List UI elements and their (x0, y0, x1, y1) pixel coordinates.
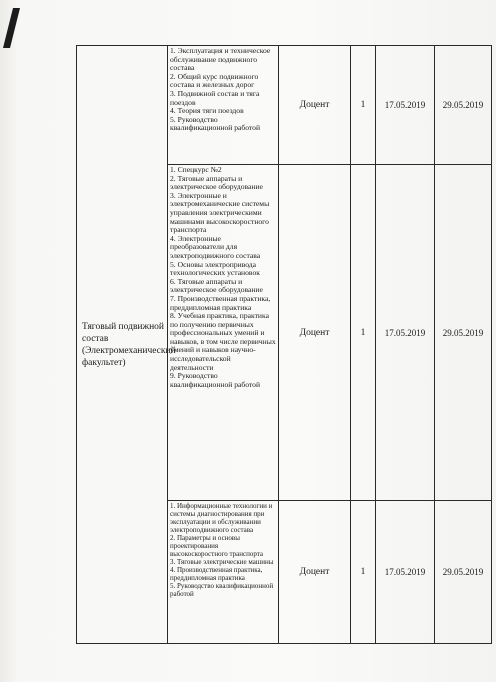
disciplines-cell (168, 501, 279, 644)
discipline-item: 7. Производственная практика, преддипломная практика (170, 293, 271, 312)
discipline-item: 4. Электронные преобразователи для электроподвижного состава (170, 233, 261, 260)
position-cell: Доцент (279, 501, 351, 644)
start-date-cell: 17.05.2019 (376, 46, 435, 165)
rate-cell: 1 (351, 501, 376, 644)
end-date-cell: 29.05.2019 (435, 46, 492, 165)
discipline-item: 5. Руководство квалификационной работой (170, 114, 261, 133)
discipline-item: 1. Спецкурс №2 (170, 165, 222, 174)
end-date-cell: 29.05.2019 (435, 165, 492, 501)
start-date-cell: 17.05.2019 (376, 165, 435, 501)
discipline-item: 4. Теория тяги поездов (170, 106, 244, 116)
disciplines-cell (168, 165, 279, 501)
specialty-text: Тяговый подвижной состав (Электромеханический факультет) (82, 321, 176, 368)
discipline-item: 1. Эксплуатация и техническое обслуживание подвижного состава (170, 46, 271, 73)
positions-table (76, 45, 492, 644)
discipline-item: 1. Информационные технологии и системы диагностирования при эксплуатации и обслуживании электроподвижного состава (170, 502, 273, 534)
discipline-item: 5. Основы электропривода технологических установок (170, 259, 260, 278)
table-row (77, 46, 492, 165)
discipline-item: 8. Учебная практика, практика по получению первичных профессиональных умений и навыков, в том числе первичных умений и навыков научно-исследовательской деятельности (170, 311, 276, 372)
discipline-item: 2. Тяговые аппараты и электрическое оборудование (170, 173, 263, 192)
discipline-item: 6. Тяговые аппараты и электрическое оборудование (170, 276, 263, 295)
specialty-cell (77, 46, 176, 644)
discipline-item: 5. Руководство квалификационной работой (170, 582, 274, 598)
rate-cell: 1 (351, 165, 376, 501)
discipline-item: 2. Параметры и основы проектирования высокоскоростного транспорта (170, 534, 264, 558)
discipline-item: 3. Тяговые электрические машины (170, 558, 274, 566)
start-date-cell: 17.05.2019 (376, 501, 435, 644)
disciplines-cell (168, 46, 279, 165)
discipline-item: 9. Руководство квалификационной работой (170, 371, 261, 389)
position-cell: Доцент (279, 46, 351, 165)
discipline-item: 3. Электронные и электромеханические системы управления электрическими машинами высокоскоростного транспорта (170, 190, 270, 235)
discipline-item: 3. Подвижной состав и тяга поездов (170, 88, 260, 107)
rate-cell: 1 (351, 46, 376, 165)
position-cell: Доцент (279, 165, 351, 501)
discipline-item: 2. Общий курс подвижного состава и железных дорог (170, 71, 259, 90)
end-date-cell: 29.05.2019 (435, 501, 492, 644)
discipline-item: 4. Производственная практика, преддипломная практика (170, 566, 263, 582)
